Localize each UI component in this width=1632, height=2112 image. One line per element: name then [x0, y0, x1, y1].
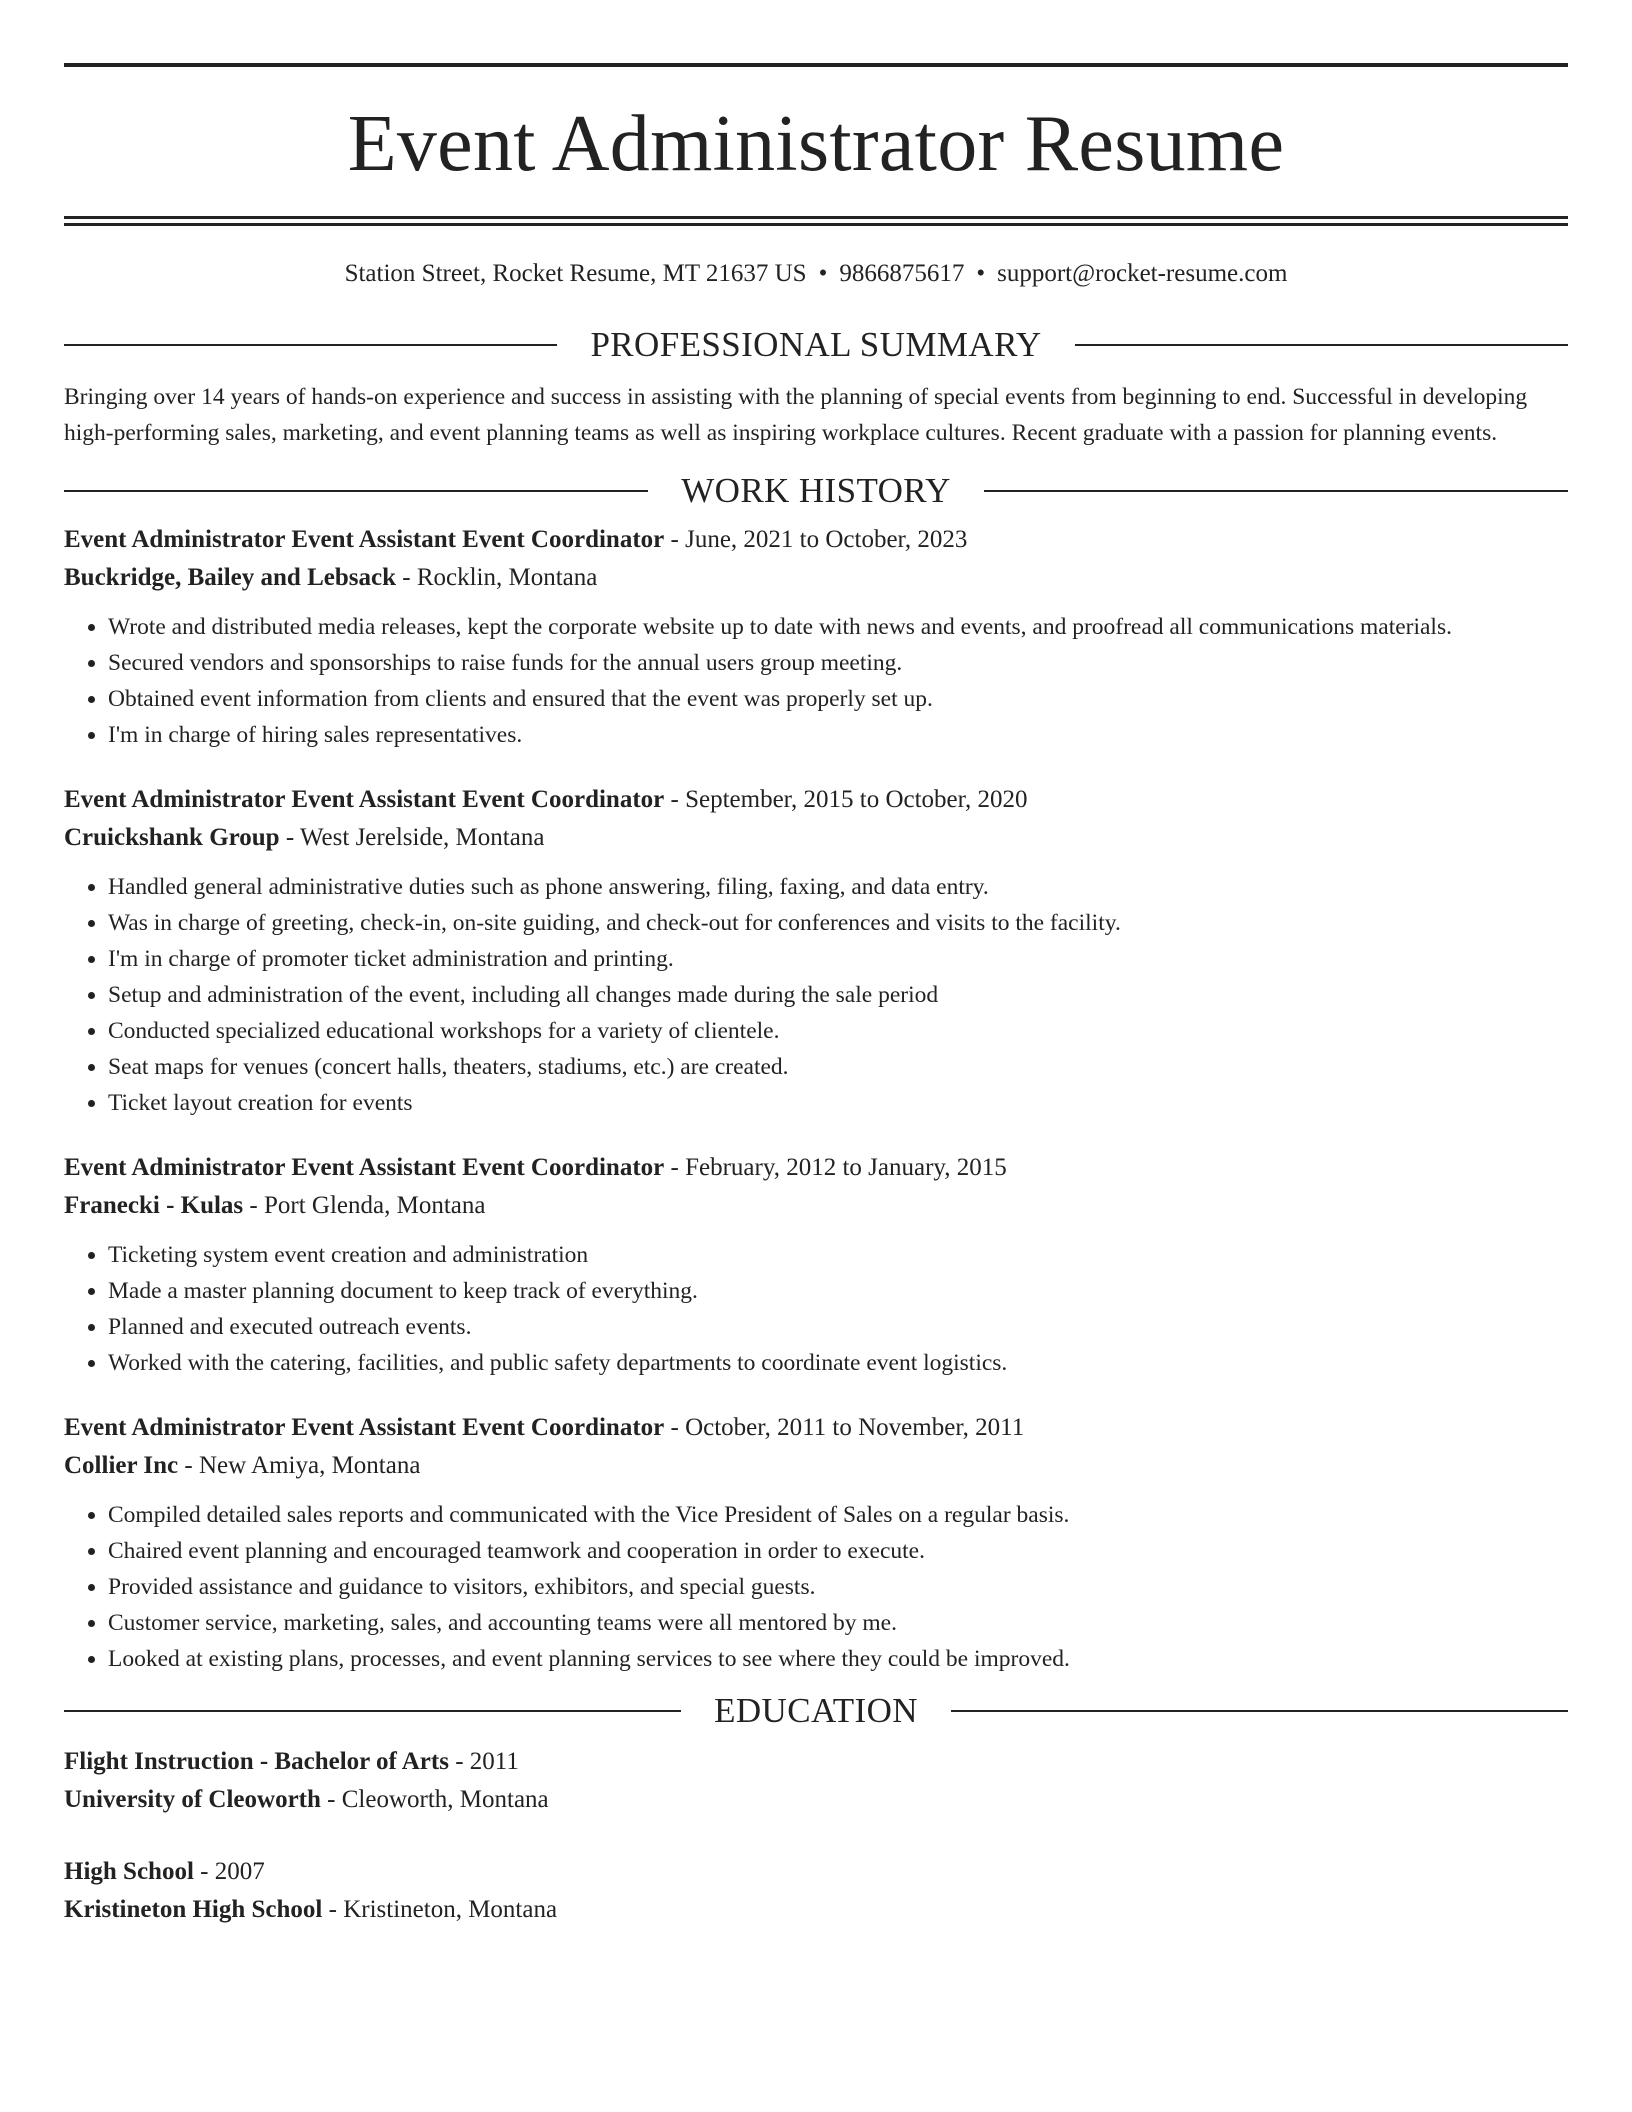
job-location: - New Amiya, Montana: [178, 1452, 421, 1479]
heading-rule-left: [64, 490, 648, 492]
job-dates: - February, 2012 to January, 2015: [664, 1154, 1007, 1181]
job-dates: - September, 2015 to October, 2020: [664, 786, 1028, 813]
job-title: Event Administrator Event Assistant Event Coordinator: [64, 786, 665, 813]
job-org-line: [64, 819, 1568, 857]
contact-email: support@rocket-resume.com: [997, 260, 1288, 287]
section-heading-label: WORK HISTORY: [681, 471, 951, 510]
summary-text: Bringing over 14 years of hands-on experience and success in assisting with the planning of special events from beginning to end. Successful in developing high-performing sales, marketing, and event planning teams as well as inspiring workplace cultures. Recent graduate with a passion for planning events.: [64, 384, 1528, 446]
section-heading-label: EDUCATION: [714, 1691, 918, 1730]
section-heading-work: [64, 471, 1568, 511]
job-location: - Port Glenda, Montana: [243, 1192, 486, 1219]
job-entry: [64, 1409, 1568, 1677]
page-title: Event Administrator Resume: [347, 100, 1285, 188]
job-company: Franecki - Kulas: [64, 1192, 244, 1219]
education-degree: High School: [64, 1858, 194, 1885]
top-rule: [64, 63, 1568, 67]
job-title-line: [64, 781, 1568, 819]
title-double-rule: [64, 216, 1568, 226]
section-heading-education: [64, 1691, 1568, 1731]
job-entry: [64, 521, 1568, 753]
heading-rule-right: [984, 490, 1568, 492]
education-year: - 2011: [448, 1748, 519, 1775]
job-bullets: [64, 869, 1568, 1121]
education-degree-line: [64, 1743, 1568, 1781]
job-title-line: [64, 521, 1568, 559]
job-location: - West Jerelside, Montana: [279, 824, 545, 851]
job-bullet: • Customer service, marketing, sales, and accounting teams were all mentored by me.: [108, 1605, 1568, 1641]
education-year: - 2007: [193, 1858, 265, 1885]
job-bullets: [64, 1497, 1568, 1677]
education-school: Kristineton High School: [64, 1896, 323, 1923]
contact-separator: •: [976, 260, 986, 287]
job-title: Event Administrator Event Assistant Event Coordinator: [64, 1154, 665, 1181]
job-bullet: • Chaired event planning and encouraged teamwork and cooperation in order to execute.: [108, 1533, 1568, 1569]
job-bullet: • I'm in charge of hiring sales representatives.: [108, 717, 1568, 753]
job-org-line: [64, 1187, 1568, 1225]
job-title-line: [64, 1409, 1568, 1447]
job-company: Buckridge, Bailey and Lebsack: [64, 564, 396, 591]
job-title-line: [64, 1149, 1568, 1187]
job-bullet: • Seat maps for venues (concert halls, theaters, stadiums, etc.) are created.: [108, 1049, 1568, 1085]
job-dates: - June, 2021 to October, 2023: [664, 526, 968, 553]
job-org-line: [64, 559, 1568, 597]
job-bullet: • Setup and administration of the event, including all changes made during the sale period: [108, 977, 1568, 1013]
job-bullet: • Worked with the catering, facilities, and public safety departments to coordinate event logistics.: [108, 1345, 1568, 1381]
job-bullet: • Made a master planning document to keep track of everything.: [108, 1273, 1568, 1309]
job-title: Event Administrator Event Assistant Event Coordinator: [64, 1414, 665, 1441]
job-org-line: [64, 1447, 1568, 1485]
contact-line: [64, 259, 1568, 289]
job-location: - Rocklin, Montana: [396, 564, 598, 591]
job-bullets: [64, 609, 1568, 753]
job-bullet: • Provided assistance and guidance to visitors, exhibitors, and special guests.: [108, 1569, 1568, 1605]
job-bullet: • Compiled detailed sales reports and communicated with the Vice President of Sales on a regular basis.: [108, 1497, 1568, 1533]
heading-rule-left: [64, 344, 557, 346]
education-entry: [64, 1743, 1568, 1819]
job-bullet: • I'm in charge of promoter ticket administration and printing.: [108, 941, 1568, 977]
job-bullet: • Conducted specialized educational workshops for a variety of clientele.: [108, 1013, 1568, 1049]
job-dates: - October, 2011 to November, 2011: [664, 1414, 1025, 1441]
job-company: Collier Inc: [64, 1452, 179, 1479]
education-degree: Flight Instruction - Bachelor of Arts: [64, 1748, 449, 1775]
job-bullet: • Ticket layout creation for events: [108, 1085, 1568, 1121]
heading-rule-right: [1075, 344, 1568, 346]
job-entry: [64, 781, 1568, 1121]
job-company: Cruickshank Group: [64, 824, 280, 851]
job-bullet: • Secured vendors and sponsorships to raise funds for the annual users group meeting.: [108, 645, 1568, 681]
education-location: - Kristineton, Montana: [322, 1896, 558, 1923]
education-school-line: [64, 1781, 1568, 1819]
education-entry: [64, 1853, 1568, 1929]
section-heading-label: PROFESSIONAL SUMMARY: [590, 325, 1042, 364]
job-bullet: • Handled general administrative duties such as phone answering, filing, faxing, and data entry.: [108, 869, 1568, 905]
job-bullet: • Obtained event information from clients and ensured that the event was properly set up.: [108, 681, 1568, 717]
education-location: - Cleoworth, Montana: [320, 1786, 549, 1813]
contact-separator: •: [818, 260, 828, 287]
job-bullet: • Planned and executed outreach events.: [108, 1309, 1568, 1345]
heading-rule-left: [64, 1710, 681, 1712]
education-school: University of Cleoworth: [64, 1786, 321, 1813]
education-school-line: [64, 1891, 1568, 1929]
job-title: Event Administrator Event Assistant Event Coordinator: [64, 526, 665, 553]
contact-address: Station Street, Rocket Resume, MT 21637 US: [344, 260, 807, 287]
education-degree-line: [64, 1853, 1568, 1891]
job-bullet: • Was in charge of greeting, check-in, on-site guiding, and check-out for conferences and visits to the facility.: [108, 905, 1568, 941]
job-bullets: [64, 1237, 1568, 1381]
contact-phone: 9866875617: [839, 260, 965, 287]
job-entry: [64, 1149, 1568, 1381]
heading-rule-right: [951, 1710, 1568, 1712]
job-bullet: • Wrote and distributed media releases, kept the corporate website up to date with news and events, and proofread all communications materials.: [108, 609, 1568, 645]
job-bullet: • Looked at existing plans, processes, and event planning services to see where they could be improved.: [108, 1641, 1568, 1677]
job-bullet: • Ticketing system event creation and administration: [108, 1237, 1568, 1273]
section-heading-summary: [64, 325, 1568, 365]
